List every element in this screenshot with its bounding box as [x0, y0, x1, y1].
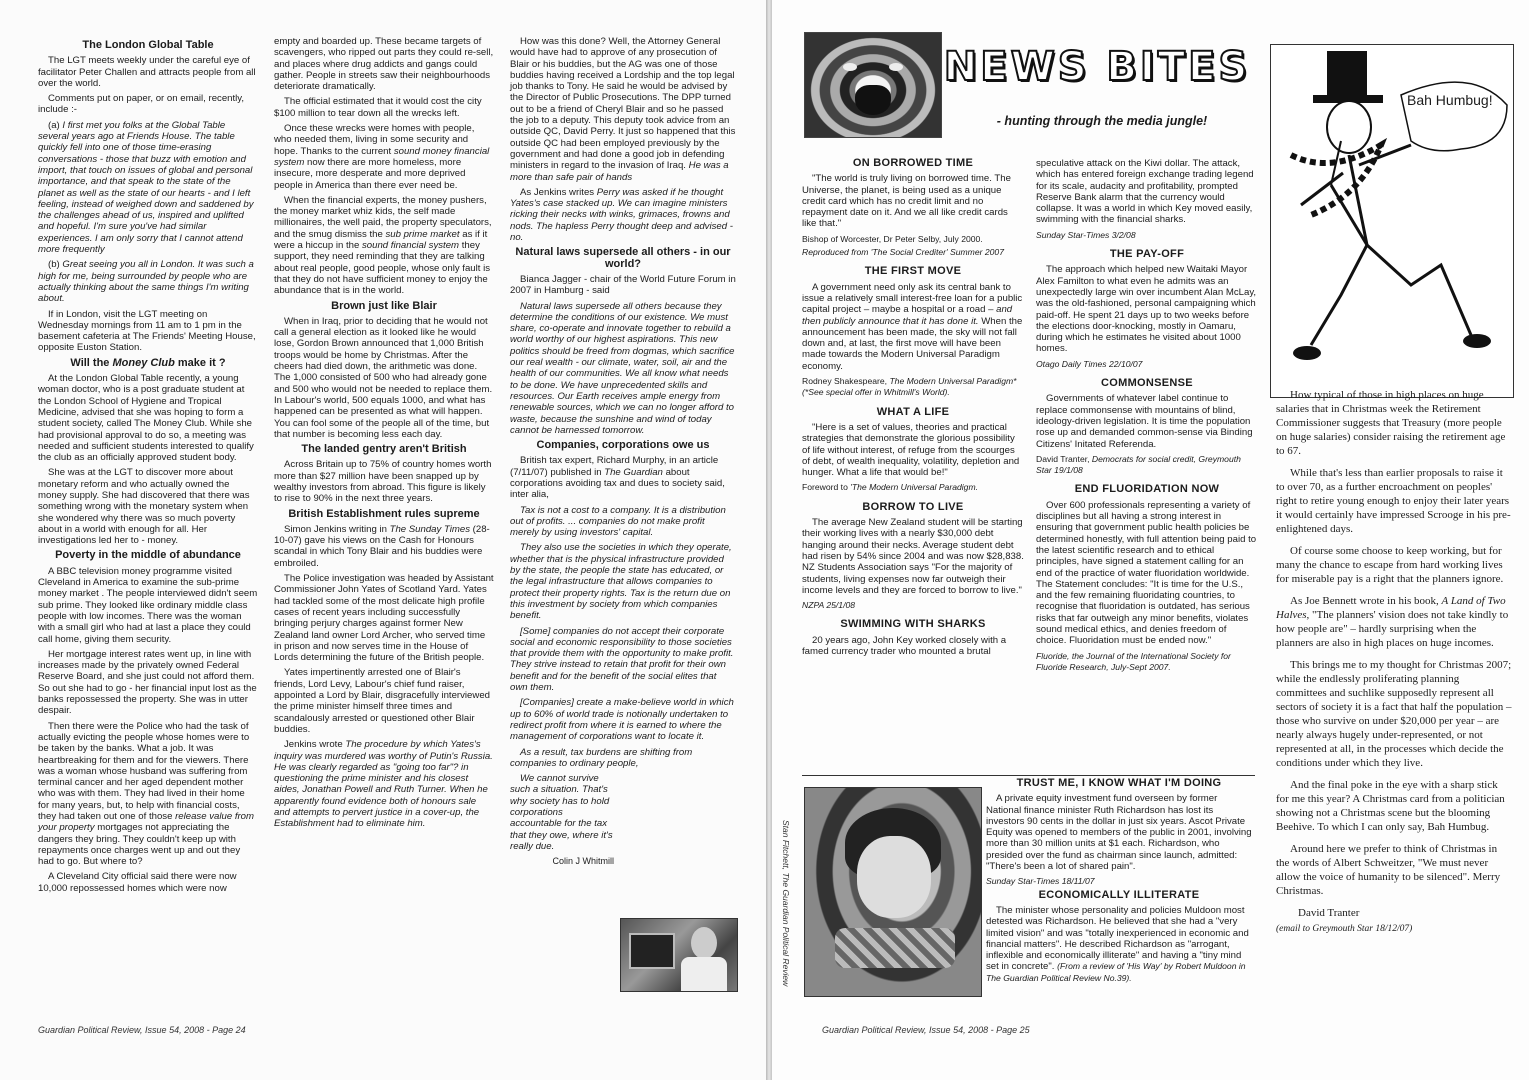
paragraph: "The world is truly living on borrowed time. The Universe, the planet, is being used as a unique credit card which has no credit limit and no repayment date on it. And we all like credit cards like that." — [802, 173, 1011, 230]
paragraph: A private equity investment fund overseen by former National finance minister Ruth Richardson has lost its investors 90 cents in the dollar in just six years. Ascot Private Equity was opened to members of the public in 2001, involving more than 30 million units at $1 each. Richardson, who presided over the fund as chairman since launch, admitted: "There's been a lot of shared pain". — [986, 793, 1252, 873]
paragraph: At the London Global Table recently, a young woman doctor, who is a post graduate student at the London School of Hygiene and Tropical Medicine, advised that she was hoping to form a student society, called The Money Club. While she had provisional approval to do so, a meeting was needed and sufficient students interested to qualify the club as an officially approved student body. — [38, 373, 254, 464]
paragraph: Once these wrecks were homes with people, who needed them, living in some security and hope. Thanks to the current sound money financial system now there are more homeless, more insecure, more desperate and more deprived people in America than there ever need be. — [274, 123, 490, 191]
paragraph: (b) Great seeing you all in London. It was such a high for me, being surrounded by people who are actually thinking about the same things I'm writing about. — [38, 259, 254, 305]
paragraph: The Police investigation was headed by Assistant Commissioner John Yates of Scotland Yard. Yates had tackled some of the most delicate high profile cases of recent years including successfully bringing perjury charges against former New Zealand land owner Lord Archer, who served time in prison and now serves time in the House of Lords determining the future of the British people. — [274, 573, 494, 664]
heading-landed-gentry: The landed gentry aren't British — [301, 443, 467, 456]
bottom-articles — [986, 778, 1252, 988]
heading-what-a-life: WHAT A LIFE — [876, 405, 950, 418]
paragraph: If in London, visit the LGT meeting on Wednesday mornings from 11 am to 1 pm in the basement cafeteria at The Friends' Meeting House, opposite Euston Station. — [38, 308, 256, 354]
paragraph: They also use the societies in which they operate, whether that is the physical infrastructure provided by the state, the people the state has educated, or the legal infrastructure that allows companies to protect their property rights. Tax is the return due on this investment by society from which companies benefit. — [510, 542, 732, 622]
heading-london-global-table: The London Global Table — [82, 39, 214, 51]
author-signature: David Tranter — [1298, 907, 1360, 919]
news-bites-masthead: NEWS BITES — [943, 44, 1251, 90]
source-line: Fluoride, the Journal of the International Society for Fluoride Research, July-Sept 2007. — [1036, 650, 1231, 672]
paragraph: Over 600 professionals representing a variety of disciplines but all having a strong interest in ensuring that government public health policies be determined honestly, with full attention being paid to the latest scientific research and to ethical principles, have signed a statement calling for an end of the practice of water fluoridation worldwide. The Statement concludes: "It is time for the U.S., and the few remaining fluoridating countries, to recognise that fluoridation is outdated, has serious risks that far outweigh any minor benefits, violates sound medical ethics, and denies freedom of choice. Fluoridation must be ended now." — [1036, 499, 1257, 647]
source-line: Reproduced from 'The Social Crediter' Summer 2007 — [802, 247, 1004, 258]
paragraph: As Jenkins writes Perry was asked if he thought Yates's case stacked up. We can imagine ministers ricking their necks with winks, grimaces, frowns and nods. The hapless Perry thought deep and advised - no. — [510, 186, 733, 244]
paragraph: Simon Jenkins writing in The Sunday Times (28-10-07) gave his views on the Cash for Honours scandal in which Tony Blair and his buddies were embroiled. — [274, 523, 490, 569]
paragraph: The LGT meets weekly under the careful eye of facilitator Peter Challen and attracts people from all over the world. — [38, 55, 256, 89]
scrooge-cartoon — [1270, 44, 1514, 398]
person-icon — [691, 927, 717, 959]
author-signature: Colin J Whitmill — [552, 856, 614, 867]
page-25 — [772, 0, 1529, 1080]
source-line: Rodney Shakespeare, The Modern Universal Paradigm* (*See special offer in Whitmill's World). — [802, 376, 1017, 398]
page-footer: Guardian Political Review, Issue 54, 2008 - Page 25 — [822, 1025, 1030, 1035]
paragraph: This brings me to my thought for Christmas 2007; while the endlessly proliferating planning committees and suchlike supposedly represent all sectors of society it is a fact that half the population – those who survive on under $20,000 per year – are nearly always hugely under-represented, or not represented at all, in the processes which decide the conditions under which they live. — [1276, 659, 1512, 769]
paragraph: Across Britain up to 75% of country homes worth more than $27 million have been snapped up by wealthy investors from abroad. This figure is likely to rise to 90% in the next three years. — [274, 459, 492, 505]
paragraph: Around here we prefer to think of Christmas in the words of Albert Schweitzer, "We must never allow the voice of humanity to be silenced". Merry Christmas. — [1276, 843, 1501, 897]
heading-money-club: Will the Money Club make it ? — [70, 356, 226, 369]
monitor-icon — [629, 933, 675, 969]
tiger-mouth-icon — [855, 85, 891, 115]
tiger-image — [804, 32, 942, 138]
heading-natural-laws: Natural laws supersede all others - in our world? — [515, 246, 731, 270]
paragraph: The approach which helped new Waitaki Mayor Alex Familton to what even he admits was an unexpectedly large win over incumbent Alan McLay, was the old-fashioned, personal campaigning which paid-off. He spent 21 days up to two weeks before the elections door-knocking, mostly in Oamaru, during which he estimates he visited about 1000 homes. — [1036, 264, 1257, 355]
heading-brown-like-blair: Brown just like Blair — [331, 299, 437, 312]
paragraph: Comments put on paper, or on email, recently, include :- — [38, 93, 245, 116]
source-line: David Tranter, Democrats for social credit, Greymouth Star 19/1/08 — [1036, 453, 1241, 476]
paragraph: Governments of whatever label continue to replace commonsense with mountains of blind, ideology-driven legislation. It is time the population rose up and demanded common-sense via Binding Citizens' Initated Referenda. — [1036, 393, 1253, 450]
heading-end-fluoridation: END FLUORIDATION NOW — [1074, 483, 1220, 496]
face-icon — [857, 836, 931, 918]
heading-british-establishment: British Establishment rules supreme — [288, 507, 480, 520]
paragraph: As a result, tax burdens are shifting from companies to ordinary people, — [510, 746, 693, 769]
heading-swimming-with-sharks: SWIMMING WITH SHARKS — [840, 618, 986, 631]
photo-credit: Stan Fitchett, The Guardian Political Review — [781, 820, 791, 987]
paragraph: We cannot survive such a situation. That's why society has to hold corporations accountable for the tax that they owe, where it's really due. — [510, 773, 613, 852]
paragraph: Natural laws supersede all others because they determine the conditions of our existence. We must share, co-operate and innovate together to rebuild a world worthy of our highest aspirations. This new politics should be freed from dogmas, which sacrifice our real wealth - our climate, water, soil, air and the health of our communities. We all know what needs to be done. We have unprecedented skills and resources. Our Earth receives ample energy from renewable sources, which we can no longer afford to waste, because the sunshine and wind of today cannot be harnessed tomorrow. — [510, 300, 735, 436]
source-line: Sunday Star-Times 18/11/07 — [986, 876, 1095, 887]
paragraph: "Here is a set of values, theories and practical strategies that demonstrate the glorious possibility of life without interest, of refuge from the scourges of debt, of wealth inequality, volatility, depletion and hunger. What a life that would be!" — [802, 421, 1020, 479]
paragraph: The official estimated that it would cost the city $100 million to tear down all the wrecks left. — [274, 96, 482, 119]
tagline: - hunting through the media jungle! — [996, 114, 1208, 128]
paragraph: (a) I first met you folks at the Global Table several years ago at Friends House. The table quickly fell into one of those time-erasing conversations - those that buzz with emotion and import, that touch on issues of global and personal importance, and that speak to the state of the planet as well as the state of our hearts - and I left feeling, instead of weighed down and saddened by the challenges ahead of us, inspired and uplifted and hopeful. I'm sure you've had similar experiences. I am only sorry that I cannot attend more frequently — [38, 119, 254, 256]
heading-economically-illiterate: ECONOMICALLY ILLITERATE — [1038, 888, 1200, 901]
source-line: Foreword to 'The Modern Universal Paradigm. — [802, 482, 978, 493]
paragraph: A BBC television money programme visited Cleveland in America to examine the sub-prime money market . The people interviewed didn't seem sub prime. They looked like ordinary middle class people with low incomes. There was the woman with a small girl who had at last a place they could call home, giving them security. — [38, 565, 258, 645]
paragraph: Yates impertinently arrested one of Blair's friends, Lord Levy, Labour's chief fund raiser, appointed a Lord by Blair, disgracefully interviewed the prime minister himself three times and scandalously arrested or questioned other Blair buddies. — [274, 667, 490, 735]
speech-bubble: Bah Humbug! — [1407, 92, 1493, 108]
paragraph: A Cleveland City official said there were now 10,000 repossessed homes which were now — [38, 871, 237, 894]
paragraph: And the final poke in the eye with a sharp stick for me this year? A Christmas card from a politician showing not a Christmas scene but the blooming Beehive. To which I can only say, Bah Humbug. — [1276, 779, 1505, 833]
paragraph: Of course some choose to keep working, but for many the chance to escape from hard working lives for miserable pay is a right that the planners ignore. — [1276, 545, 1504, 585]
paragraph: [Companies] create a make-believe world in which up to 60% of world trade is notionally undertaken to redirect profit from where it is earned to where the management of corporations want to locate it. — [510, 697, 734, 743]
paragraph: As Joe Bennett wrote in his book, A Land of Two Halves, "The planners' vision does not take kindly to how people are" – hardly surprising when the planners are also in high places on huge incomes. — [1276, 595, 1509, 649]
paragraph: When in Iraq, prior to deciding that he would not call a general election as it looked like he would lose, Gordon Brown announced that 1,000 British troops would be home by Christmas. After the cheers had died down, the arithmetic was done. The 1,000 consisted of 500 who had already gone and 500 who would not be needed to replace them. In Labour's world, 500 equals 1000, and what has happened can be presented as what will happen. You can fool some of the people all of the time, but that number is becoming less each day. — [274, 315, 493, 440]
ruth-richardson-photo — [804, 787, 982, 997]
paragraph: She was at the LGT to discover more about monetary reform and who actually owned the money supply. She had discovered that there was something wrong with the monetary system when she wondered why there was so much poverty about in a world with enough for all. Her investigations led her to - money. — [38, 467, 250, 547]
paragraph: Her mortgage interest rates went up, in line with increases made by the privately owned Federal Reserve Board, and she just could not afford them. So out she had to go - her financial input lost as the banks repossessed the property. She was in utter despair. — [38, 648, 257, 717]
heading-poverty: Poverty in the middle of abundance — [55, 549, 241, 562]
source-line: Sunday Star-Times 3/2/08 — [1036, 229, 1136, 240]
paragraph: [Some] companies do not accept their corporate social and economic responsibility to those societies that provide them with the opportunity to make profit. They strive instead to retain that profit for their own benefit and for the benefit of the social elites that own them. — [510, 625, 734, 694]
heading-borrow-to-live: BORROW TO LIVE — [862, 500, 964, 513]
paragraph: 20 years ago, John Key worked closely with a famed currency trader who mounted a brutal — [802, 634, 1007, 657]
heading-trust-me: TRUST ME, I KNOW WHAT I'M DOING — [1016, 777, 1222, 789]
right-column-1 — [802, 158, 1024, 661]
heading-first-move: THE FIRST MOVE — [864, 265, 962, 278]
paragraph: The minister whose personality and policies Muldoon most detested was Richardson. He believed that she had a "very limited vision" and was "totally inexperienced in economic and financial matters". He described Richardson as "arrogant, inflexible and economically illiterate" and having a "tiny mind set in concrete". (From a review of 'His Way' by Robert Muldoon in The Guardian Political Review No.39). — [986, 904, 1249, 983]
heading-companies-owe-us: Companies, corporations owe us — [536, 439, 710, 452]
right-column-2 — [1036, 158, 1258, 681]
paragraph: How typical of those in high places on huge salaries that in Christmas week the Retirement Commissioner suggests that Treasury (more people on huge salaries) consider raising the retirement age to 67. — [1276, 389, 1506, 457]
heading-commonsense: COMMONSENSE — [1101, 377, 1193, 390]
paragraph: The average New Zealand student will be starting their working lives with a nearly $30,000 debt hanging around their necks. Average student debt had risen by 54% since 2004 and was now $28,838. NZ Students Association says "For the majority of students, living expenses now far outweigh their income levels and they are forced to borrow to live." — [802, 517, 1024, 596]
left-column-3 — [510, 36, 736, 871]
paragraph: Jenkins wrote The procedure by which Yates's inquiry was murdered was worthy of Putin's Russia. He was clearly regarded as "going too far"? in questioning the prime minister and his closest aides, Jonathan Powell and Ruth Turner. When he apparently found evidence both of honours sale and attempts to pervert justice in a cover-up, the Establishment had to eliminate him. — [274, 739, 493, 830]
paragraph: While that's less than earlier proposals to raise it to over 70, as a further encroachment on peoples' right to retire young enough to enjoy their later years it would certainly have impressed Scrooge in his pre-enlightened days. — [1276, 467, 1511, 535]
source-line: Bishop of Worcester, Dr Peter Selby, July 2000. — [802, 233, 983, 244]
page-footer: Guardian Political Review, Issue 54, 2008 - Page 24 — [38, 1025, 246, 1035]
source-line: Otago Daily Times 22/10/07 — [1036, 358, 1143, 369]
paragraph: British tax expert, Richard Murphy, in an article (7/11/07) published in The Guardian about corporations avoiding tax and dues to society said, inter alia, — [510, 455, 725, 501]
paragraph: A government need only ask its central bank to issue a relatively small interest-free loan for a public capital project – maybe a hospital or a road – and then publicly announce that it has done it. When the announcement has been made, the sky will not fall down and, at last, the first move will have been made towards the Modern Universal Paradigm economy. — [802, 281, 1023, 372]
source-line: NZPA 25/1/08 — [802, 600, 856, 611]
paragraph: Then there were the Police who had the task of actually evicting the people whose homes were to be taken by the banks. What a job. It was heartbreaking for them and for the viewers. There was a woman whose husband was suffering from terminal cancer and her aged dependent mother who was with them. They had lived in their home for many years, but, to help with financial costs, they had taken out one of those release value from your property mortgages not appreciating the dangers they bring. They couldn't keep up with repayments once charges went up and out they had to go. But where to? — [38, 720, 255, 868]
heading-on-borrowed-time: ON BORROWED TIME — [852, 157, 974, 169]
left-column-1 — [38, 36, 258, 898]
paragraph: Bianca Jagger - chair of the World Future Forum in 2007 in Hamburg - said — [510, 273, 736, 297]
paragraph: empty and boarded up. These became targets of scavengers, who ripped out parts they could re-sell, and places where drug addicts and gangs could gather. People in streets saw their neighbourhoods deteriorate dramatically. — [274, 36, 494, 93]
paragraph: speculative attack on the Kiwi dollar. The attack, which has entered foreign exchange trading legend for its scale, audacity and profitability, prompted Reserve Bank alarm that the currency would collapse. It was a world in which Key moved easily, swimming with the financial sharks. — [1036, 158, 1254, 226]
heading-pay-off: THE PAY-OFF — [1109, 248, 1185, 261]
paragraph: Tax is not a cost to a company. It is a distribution out of profits. ... companies do not make profit merely by using investors' capital. — [510, 504, 726, 539]
bah-humbug-essay — [1276, 388, 1512, 944]
author-photo — [620, 918, 738, 992]
source-line: (email to Greymouth Star 18/12/07) — [1276, 924, 1413, 934]
paragraph: How was this done? Well, the Attorney General would have had to approve of any prosecution of Blair or his buddies, but the AG was one of those buddies having received a Lordship and the top legal job thanks to Tony. He said he would be advised by the Director of Public Prosecutions. The DPP turned out to be a friend of Cheryl Blair and so he passed the job to a deputy. This deputy took advice from an outside QC, David Perry. It just so happened that this outside QC had been employed previously by the government and had done a good job in defending ministers in regard to the invasion of Iraq. He was a more than safe pair of hands — [510, 36, 736, 183]
left-column-2 — [274, 36, 494, 834]
paragraph: When the financial experts, the money pushers, the money market whiz kids, the self made millionaires, the well paid, the property speculators, and the smug dismiss the sub prime market as if it were a hiccup in the sound financial system they support, they need reminding that they are talking about real people, good people, whose only fault is that they do not have sufficient money to enjoy the abundance that is in the world. — [274, 194, 492, 297]
